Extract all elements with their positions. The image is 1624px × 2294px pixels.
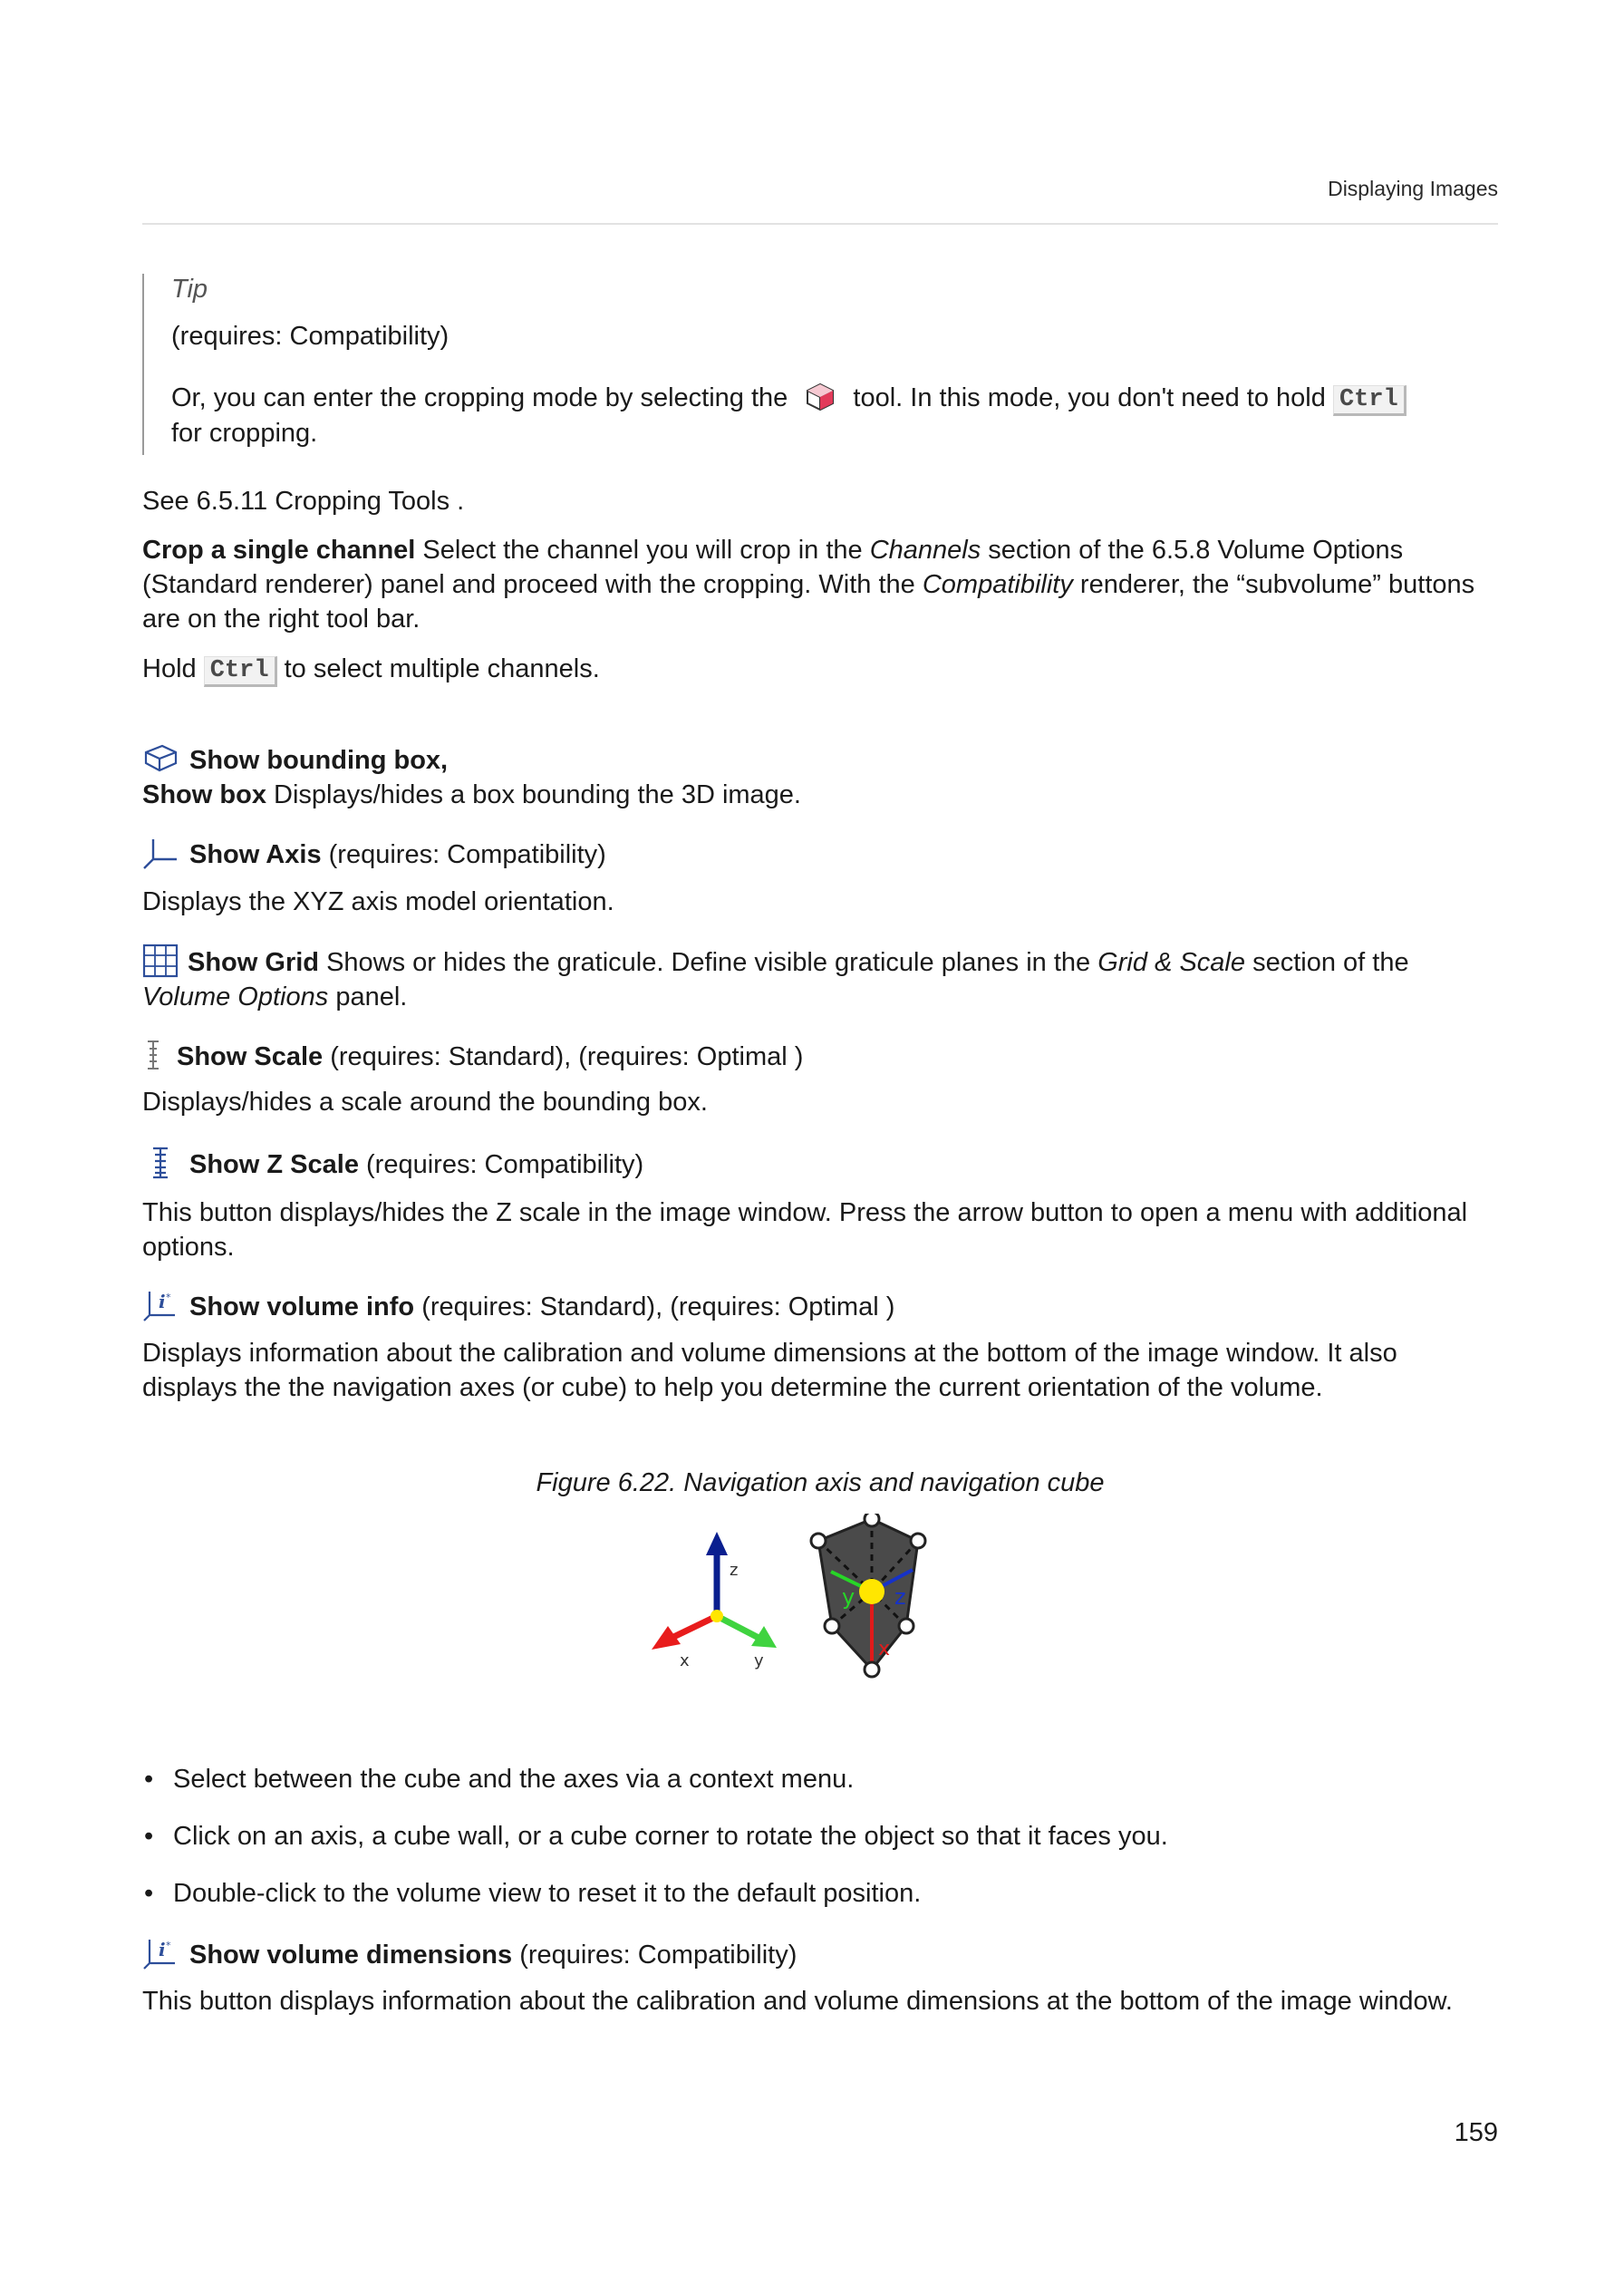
navigation-axis — [652, 1532, 777, 1670]
axis-label-z: z — [730, 1561, 739, 1580]
show-scale: Show Scale (requires: Standard), (requires: Optimal ) — [142, 1038, 1498, 1074]
show-bounding-box: Show bounding box, Show box Displays/hides a box bounding the 3D image. — [142, 741, 1498, 812]
list-item: • Click on an axis, a cube wall, or a cube corner to rotate the object so that it faces you. — [144, 1822, 1168, 1851]
tip-requires: (requires: Compatibility) — [171, 322, 450, 351]
running-header: Displaying Images — [1328, 177, 1498, 200]
show-grid: Show Grid Shows or hides the graticule. Define visible graticule planes in the Grid & Scale section of the Volume Options panel. — [142, 944, 1498, 1014]
z-scale-icon — [142, 1146, 179, 1180]
show-volume-dimensions: i * Show volume dimensions (requires: Compatibility) — [142, 1936, 1498, 1972]
z-scale-description: This button displays/hides the Z scale in the image window. Press the arrow button to open a menu with additional options. — [142, 1198, 1468, 1262]
figure-caption: Figure 6.22. Navigation axis and navigation cube — [536, 1468, 1105, 1497]
svg-text:*: * — [166, 1292, 171, 1303]
show-volume-info: i * Show volume info (requires: Standard), (requires: Optimal ) — [142, 1288, 1498, 1324]
svg-text:i: i — [159, 1291, 166, 1312]
navigation-axis-and-cube-illustration — [641, 1514, 1021, 1704]
scale-icon — [142, 1038, 164, 1072]
tip-label-text: Tip — [171, 275, 208, 304]
list-item: • Select between the cube and the axes via a context menu. — [144, 1765, 855, 1794]
svg-text:*: * — [166, 1940, 171, 1951]
cube-label-z: z — [894, 1584, 906, 1610]
hold-ctrl-line: Hold Ctrl to select multiple channels. — [142, 652, 1498, 687]
ctrl-key: Ctrl — [204, 656, 277, 687]
crop-cube-icon — [802, 379, 838, 413]
list-item: • Double-click to the volume view to reset it to the default position. — [144, 1879, 922, 1908]
scale-description: Displays/hides a scale around the bounding box. — [142, 1088, 708, 1117]
axis-icon — [142, 836, 179, 870]
navigation-figure — [641, 1514, 1021, 1704]
bounding-box-icon — [142, 741, 179, 776]
ctrl-key: Ctrl — [1333, 385, 1406, 416]
navigation-cube — [811, 1514, 925, 1677]
show-z-scale: Show Z Scale (requires: Compatibility) — [142, 1146, 1498, 1182]
tip-text: Or, you can enter the cropping mode by selecting the tool. In this mode, you don't need to hold Ctrl for cropping. — [171, 379, 1494, 450]
volume-info-description: Displays information about the calibration and volume dimensions at the bottom of the image window. It also displays the the navigation axes (or cube) to help you determine the current orientation of the volume. — [142, 1339, 1397, 1402]
show-axis: Show Axis (requires: Compatibility) — [142, 836, 1498, 872]
crop-single-channel: Crop a single channel Select the channel you will crop in the Channels section of the 6.5.8 Volume Options (Standard renderer) panel and proceed with the cropping. With the Compatibility renderer, the “subvolume” buttons are on the right tool bar. — [142, 536, 1475, 634]
axis-label-x: x — [680, 1651, 690, 1670]
axis-label-y: y — [754, 1651, 764, 1670]
svg-text:i: i — [159, 1939, 166, 1960]
see-reference: See 6.5.11 Cropping Tools . — [142, 487, 465, 516]
axis-description: Displays the XYZ axis model orientation. — [142, 887, 614, 916]
page-number: 159 — [1454, 2118, 1498, 2147]
volume-info-icon — [142, 1288, 179, 1322]
cube-label-x: x — [878, 1638, 891, 1660]
volume-dimensions-icon — [142, 1936, 179, 1970]
header-divider — [142, 223, 1498, 225]
cube-label-y: y — [842, 1584, 856, 1610]
grid-icon — [142, 944, 179, 978]
volume-dimensions-description: This button displays information about the calibration and volume dimensions at the bottom of the image window. — [142, 1987, 1453, 2016]
